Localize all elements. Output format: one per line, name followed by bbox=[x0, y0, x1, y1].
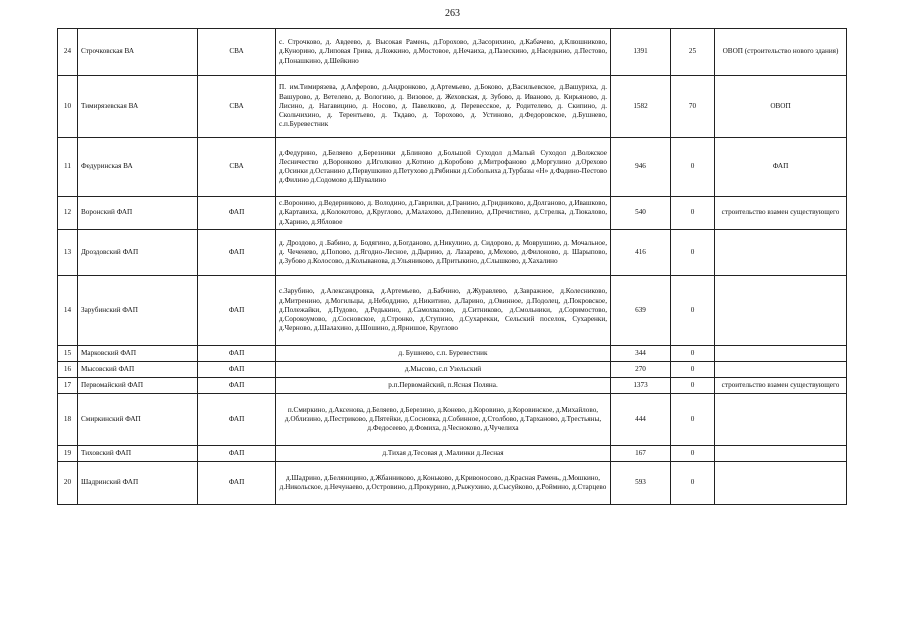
table-body bbox=[58, 29, 847, 505]
villages-cell: д. Дроздово, д .Бабино, д. Бодягино, д.Богданово, д.Никулино, д. Сидорово, д. Моврушино, д. Мочальное, д. Чеченево, д.Попово, д.Ягодно-Лесное, д.Дырино, д. Лазарево, д.Мехово, д.Филоново, д. Шарыпово, д.Зубово д.Колосово, д.Колыванова, д.Ульяниково, д.Притыкино, д.Слышково, д.Хахалино bbox=[276, 230, 611, 276]
staff-cell: 0 bbox=[671, 378, 715, 394]
staff-cell: 0 bbox=[671, 197, 715, 230]
row-number-cell: 24 bbox=[58, 29, 78, 76]
row-number-cell: 16 bbox=[58, 362, 78, 378]
villages-cell: р.п.Первомайский, п.Ясная Поляна. bbox=[276, 378, 611, 394]
villages-cell: п.Смиркино, д.Аксенова, д.Беляево, д.Березино, д.Конево, д.Коровино, д.Коровинское, д.Михайлово, д.Облизино, д.Пестриково, д.Пятейки, д.Сосновка, д.Собинное, д.Столбово, д.Тарханово, д.Трестьяны, д.Федосеево, д.Фомиха, д.Чесноково, д.Чучелиха bbox=[276, 394, 611, 446]
population-cell: 639 bbox=[611, 276, 671, 346]
facility-name-cell: Зарубинский ФАП bbox=[78, 276, 198, 346]
population-cell: 444 bbox=[611, 394, 671, 446]
facility-name-cell: Тиховский ФАП bbox=[78, 446, 198, 462]
villages-cell: с.Воронино, д.Ведерниково, д. Володино, д.Гаврилки, д.Гранино, д.Гридниково, д.Долганово, д.Ивашково, д.Картавиха, д.Колокотово, д.Круглово, д.Малахово, д.Пелевино, д.Пречистино, д.Стрелка, д.Тюкалово, д.Харино, д.Ябловое bbox=[276, 197, 611, 230]
table-row bbox=[58, 138, 847, 197]
population-cell: 1582 bbox=[611, 76, 671, 138]
facility-type-cell: ФАП bbox=[198, 446, 276, 462]
row-number-cell: 13 bbox=[58, 230, 78, 276]
villages-cell: д.Федурино, д.Беляево д.Березники д.Блиново д.Большой Суходол д.Малый Суходол д.Волжское Лесничество д.Воронково д.Иголкино д.Котино д.Коробово д.Митрофаново д.Моргулино д.Орехово д.Осинки д.Останино д.Первушкино д.Петухово д.Рябинки д.Собольиха д.Турбазы «Н» д.Фадино-Пестово д.Филино д.Содомово д.Шувалино bbox=[276, 138, 611, 197]
population-cell: 270 bbox=[611, 362, 671, 378]
facility-name-cell: Строчковская ВА bbox=[78, 29, 198, 76]
villages-cell: д.Мысово, с.п Узельский bbox=[276, 362, 611, 378]
row-number-cell: 10 bbox=[58, 76, 78, 138]
facilities-table bbox=[57, 28, 847, 505]
facility-name-cell: Смиркинский ФАП bbox=[78, 394, 198, 446]
staff-cell: 0 bbox=[671, 346, 715, 362]
staff-cell: 0 bbox=[671, 394, 715, 446]
population-cell: 344 bbox=[611, 346, 671, 362]
table-row bbox=[58, 378, 847, 394]
row-number-cell: 14 bbox=[58, 276, 78, 346]
note-cell bbox=[715, 462, 847, 505]
population-cell: 167 bbox=[611, 446, 671, 462]
villages-cell: д.Тихая д.Тесовая д .Малинки д.Лесная bbox=[276, 446, 611, 462]
note-cell bbox=[715, 276, 847, 346]
staff-cell: 0 bbox=[671, 446, 715, 462]
note-cell bbox=[715, 346, 847, 362]
staff-cell: 0 bbox=[671, 276, 715, 346]
table-row bbox=[58, 276, 847, 346]
note-cell: ОВОП (строительство нового здания) bbox=[715, 29, 847, 76]
population-cell: 416 bbox=[611, 230, 671, 276]
facility-name-cell: Шадринский ФАП bbox=[78, 462, 198, 505]
facility-name-cell: Федуринская ВА bbox=[78, 138, 198, 197]
table-row bbox=[58, 76, 847, 138]
facility-type-cell: СВА bbox=[198, 29, 276, 76]
row-number-cell: 11 bbox=[58, 138, 78, 197]
population-cell: 1373 bbox=[611, 378, 671, 394]
facility-name-cell: Воронский ФАП bbox=[78, 197, 198, 230]
staff-cell: 0 bbox=[671, 138, 715, 197]
population-cell: 593 bbox=[611, 462, 671, 505]
population-cell: 1391 bbox=[611, 29, 671, 76]
staff-cell: 0 bbox=[671, 462, 715, 505]
table-row bbox=[58, 346, 847, 362]
villages-cell: с.Зарубино, д.Александровка, д.Артемьево, д.Бабчино, д.Журавлево, д.Завражное, д.Колесниково, д.Митренино, д.Могильцы, д.Небоддино, д.Никитино, д.Ларино, д.Овинное, д.Подолец, д.Покровское, д.Полежайки, д.Пудово, д.Редькино, д.Самохвалово, д.Ситниково, д.Смольники, д.Соримостово, д.Сорокоумово, д.Сосновское, д.Стронко, д.Ступино, д.Сухарекки, Сельский поселок, Сухаренки, д.Черново, д.Шалахино, д.Шошино, д.Ярнишое, Круглово bbox=[276, 276, 611, 346]
facility-type-cell: ФАП bbox=[198, 197, 276, 230]
row-number-cell: 15 bbox=[58, 346, 78, 362]
row-number-cell: 12 bbox=[58, 197, 78, 230]
villages-cell: с. Строчково, д. Авдеево, д. Высокая Рамень, д.Горохово, д.Засорихино, д.Кабачево, д.Клюшниково, д.Кунорино, д.Липовая Грива, д.Ложкино, д.Мостовое, д.Нечаиха, д.Пазескино, д.Наседкино, д.Пестово, д.Понашкино, д.Шейкино bbox=[276, 29, 611, 76]
note-cell: строительство взамен существующего bbox=[715, 197, 847, 230]
staff-cell: 70 bbox=[671, 76, 715, 138]
facility-type-cell: СВА bbox=[198, 76, 276, 138]
facility-name-cell: Мысовский ФАП bbox=[78, 362, 198, 378]
table-row bbox=[58, 230, 847, 276]
facility-type-cell: ФАП bbox=[198, 378, 276, 394]
staff-cell: 0 bbox=[671, 362, 715, 378]
table-row bbox=[58, 394, 847, 446]
population-cell: 946 bbox=[611, 138, 671, 197]
table-row bbox=[58, 446, 847, 462]
note-cell: ФАП bbox=[715, 138, 847, 197]
villages-cell: д.Шадрино, д.Беляницино, д.Жбанниково, д.Коньково, д.Кривоносово, д.Красная Рамень, д.Мошкино, д.Никольское, д.Нечунаево, д.Островино, д.Прокурино, д.Рыжухино, д.Сысуйково, д.Роймино, д.Старцево bbox=[276, 462, 611, 505]
table-row bbox=[58, 29, 847, 76]
note-cell bbox=[715, 362, 847, 378]
row-number-cell: 18 bbox=[58, 394, 78, 446]
facility-name-cell: Тимирязевская ВА bbox=[78, 76, 198, 138]
note-cell bbox=[715, 394, 847, 446]
row-number-cell: 20 bbox=[58, 462, 78, 505]
facility-type-cell: ФАП bbox=[198, 276, 276, 346]
facility-type-cell: СВА bbox=[198, 138, 276, 197]
table-row bbox=[58, 362, 847, 378]
facility-type-cell: ФАП bbox=[198, 362, 276, 378]
table-row bbox=[58, 197, 847, 230]
staff-cell: 0 bbox=[671, 230, 715, 276]
villages-cell: д. Бушнево, с.п. Буревестник bbox=[276, 346, 611, 362]
population-cell: 540 bbox=[611, 197, 671, 230]
facility-name-cell: Марковский ФАП bbox=[78, 346, 198, 362]
staff-cell: 25 bbox=[671, 29, 715, 76]
facility-type-cell: ФАП bbox=[198, 346, 276, 362]
note-cell: ОВОП bbox=[715, 76, 847, 138]
note-cell bbox=[715, 446, 847, 462]
facility-name-cell: Дроздовский ФАП bbox=[78, 230, 198, 276]
page-number: 263 bbox=[445, 8, 460, 19]
facility-name-cell: Первомайский ФАП bbox=[78, 378, 198, 394]
table-row bbox=[58, 462, 847, 505]
row-number-cell: 19 bbox=[58, 446, 78, 462]
villages-cell: П. им.Тимирязева, д.Алферово, д.Андронково, д.Артемьево, д.Боково, д.Васильевское, д.Вашуриха, д. Вашурово, д. Ветелево, д. Вологино, д. Визовое, д. Жеховская, д. Зубово, д. Иваново, д. Кирьяново, д. Лисино, д. Нагавицино, д. Носово, д. Павелково, д. Перевесское, д. Родителево, д. Скипино, д. Скольчихино, д. Терентьево, д. Ткдаво, д. Торохово, д. Устиново, д.Федоровское, д.Бушнево, с.п.Буревестник bbox=[276, 76, 611, 138]
facility-type-cell: ФАП bbox=[198, 230, 276, 276]
facility-type-cell: ФАП bbox=[198, 394, 276, 446]
row-number-cell: 17 bbox=[58, 378, 78, 394]
facility-type-cell: ФАП bbox=[198, 462, 276, 505]
note-cell: строительство взамен существующего bbox=[715, 378, 847, 394]
note-cell bbox=[715, 230, 847, 276]
